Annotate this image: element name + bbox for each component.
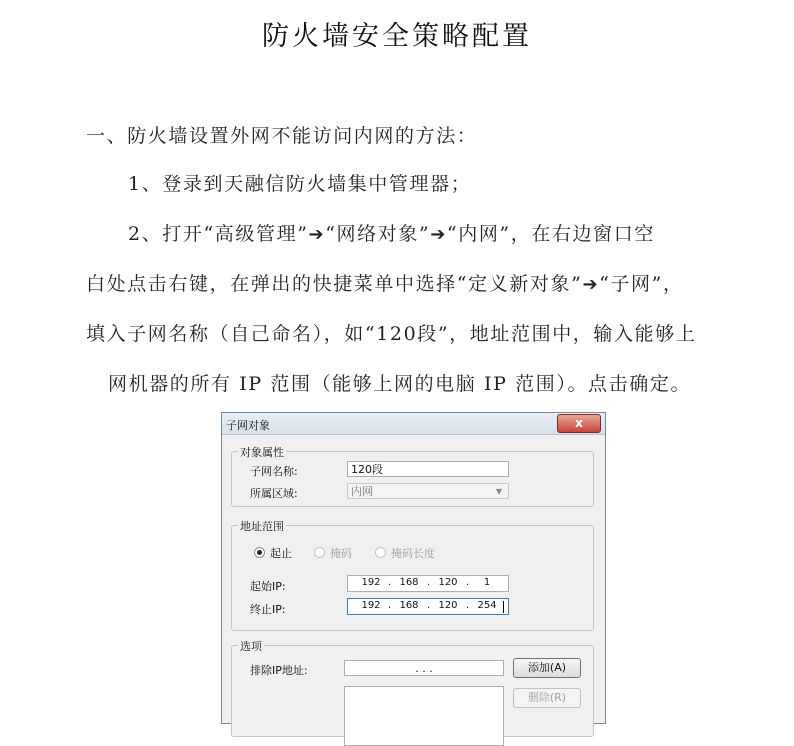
ip-separator: . [427,577,431,588]
subnet-name-label: 子网名称: [250,465,298,478]
arrow-right-icon: ➔ [582,274,600,295]
add-button[interactable]: 添加(A) [513,658,581,678]
close-icon: x [575,416,583,430]
arrow-right-icon: ➔ [430,224,447,245]
step-2-text-b: “网络对象” [325,223,431,245]
end-ip-octet-2: 168 [399,600,419,611]
start-ip-label: 起始IP: [250,580,286,593]
exclude-ip-input[interactable]: . . . [344,660,504,676]
step-2-text-e: “子网”， [599,273,684,295]
delete-button[interactable]: 删除(R) [513,688,581,708]
radio-mask-label: 掩码 [330,547,352,560]
start-ip-octet-4: 1 [483,577,491,588]
end-ip-label: 终止IP: [250,603,286,616]
step-2-line-2 [86,269,684,296]
group-label: 地址范围 [240,520,284,533]
subnet-object-dialog [221,412,606,724]
section-heading: 一、防火墙设置外网不能访问内网的方法： [86,125,478,147]
radio-mask[interactable] [314,545,352,561]
group-label: 选项 [240,640,262,653]
zone-label: 所属区域: [250,487,298,500]
page-title: 防火墙安全策略配置 [262,21,532,52]
radio-range-label: 起止 [270,547,292,560]
exclude-ip-list[interactable] [344,686,504,746]
radio-mask-length[interactable] [375,545,435,561]
ip-separator: . [466,577,470,588]
subnet-name-input[interactable]: 120段 [347,461,509,477]
end-ip-octet-3: 120 [438,600,458,611]
dialog-titlebar[interactable] [222,413,605,435]
ip-separator: . [388,577,392,588]
end-ip-input[interactable] [347,598,509,615]
ip-separator: . [388,600,392,611]
start-ip-octet-3: 120 [438,577,458,588]
zone-select[interactable] [347,483,509,499]
step-2-text-c: “内网”，在右边窗口空 [446,223,655,245]
arrow-right-icon: ➔ [308,224,326,245]
radio-dot-icon [254,547,265,558]
radio-dot-icon [375,547,386,558]
step-2-line-3: 填入子网名称（自己命名），如“120段”，地址范围中，输入能够上 [86,323,697,345]
group-label: 对象属性 [240,446,284,459]
chevron-down-icon: ▼ [495,487,502,496]
end-ip-octet-4: 254 [477,600,497,611]
object-properties-group [231,446,594,507]
radio-dot-icon [314,547,325,558]
radio-mask-length-label: 掩码长度 [391,547,435,560]
step-2-line-1 [128,219,655,246]
zone-value: 内网 [351,485,373,498]
ip-separator: . [466,600,470,611]
step-2-text-a: 2、打开“高级管理” [128,223,309,245]
ip-separator: . [427,600,431,611]
radio-range[interactable] [254,545,292,561]
options-group [231,640,594,737]
step-2-line-4: 网机器的所有 IP 范围（能够上网的电脑 IP 范围）。点击确定。 [108,373,692,395]
start-ip-octet-1: 192 [361,577,381,588]
address-range-group [231,520,594,631]
close-button[interactable] [557,414,601,433]
step-2-text-d: 白处点击右键，在弹出的快捷菜单中选择“定义新对象” [86,273,583,295]
end-ip-octet-1: 192 [361,600,381,611]
exclude-ip-label: 排除IP地址: [250,664,308,677]
step-1: 1、登录到天融信防火墙集中管理器； [128,173,472,195]
dialog-title: 子网对象 [226,419,270,432]
start-ip-octet-2: 168 [399,577,419,588]
text-cursor [503,601,504,613]
start-ip-input[interactable] [347,575,509,592]
